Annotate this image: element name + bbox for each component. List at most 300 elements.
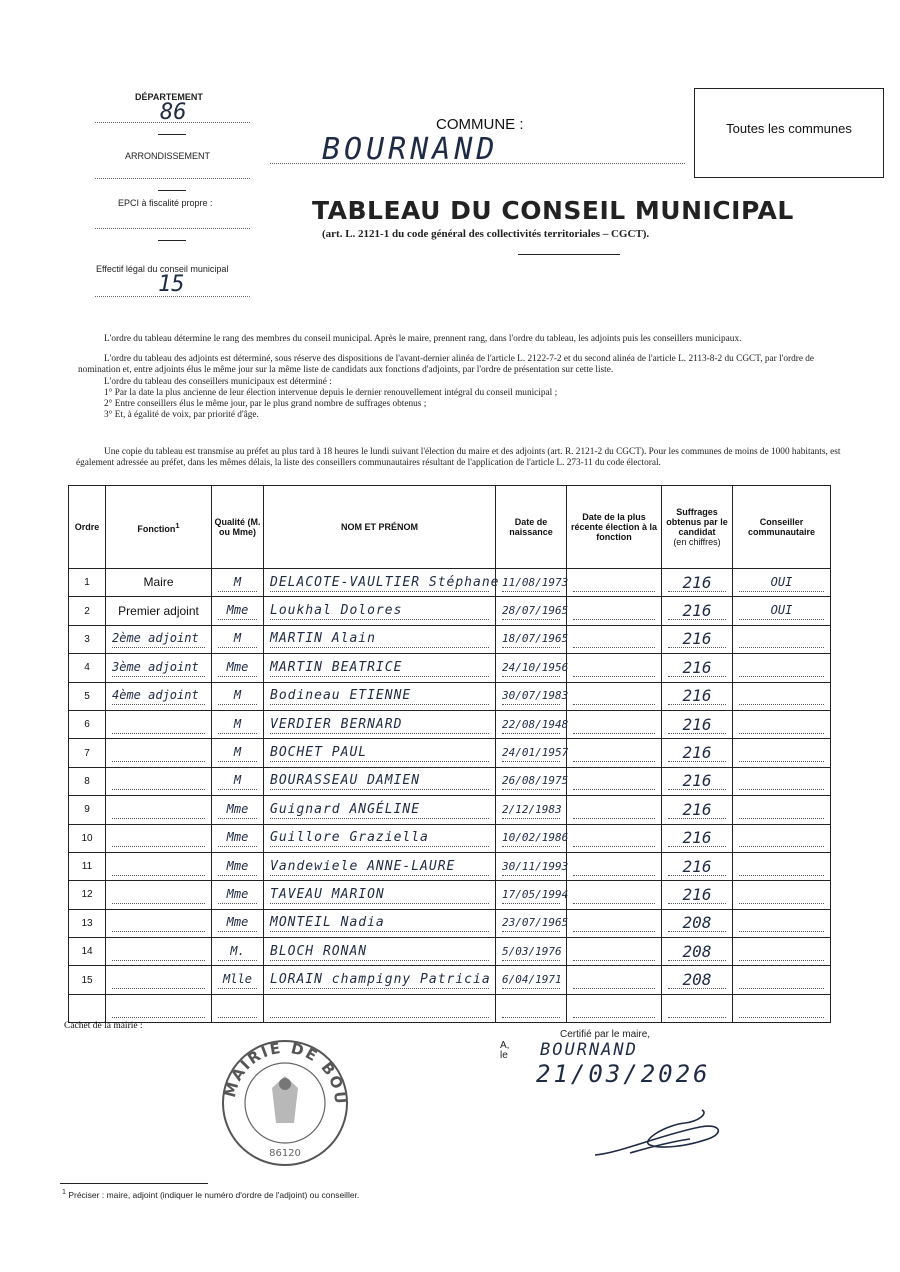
- election-value: [573, 886, 655, 904]
- naissance-value: 30/11/1993: [502, 858, 560, 876]
- cell-election: [567, 739, 662, 767]
- election-value: [573, 574, 655, 592]
- qualite-value: Mme: [218, 829, 257, 847]
- cell-qualite: [212, 909, 264, 937]
- header-naissance: Date de naissance: [496, 486, 567, 569]
- fonction-value: [112, 858, 205, 876]
- table-row: [69, 852, 831, 880]
- cell-conseiller: [733, 739, 831, 767]
- cell-election: [567, 994, 662, 1022]
- cell-nom: [264, 852, 496, 880]
- nom-value: Vandewiele ANNE-LAURE: [270, 858, 489, 876]
- table-row: [69, 796, 831, 824]
- scope-box: [694, 88, 884, 178]
- effectif-line: [95, 296, 250, 297]
- suffrages-value: 208: [668, 943, 726, 961]
- nom-value: BLOCH RONAN: [270, 943, 489, 961]
- qualite-value: M: [218, 630, 257, 648]
- cell-nom: [264, 994, 496, 1022]
- cell-naissance: [496, 654, 567, 682]
- fonction-value: [112, 772, 205, 790]
- election-value: [573, 801, 655, 819]
- nom-value: Loukhal Dolores: [270, 602, 489, 620]
- nom-value: DELACOTE-VAULTIER Stéphane: [270, 574, 500, 590]
- election-value: [573, 1000, 655, 1018]
- seal-text: MAIRIE DE BOU: [220, 1038, 350, 1107]
- table-header-row: [69, 486, 831, 569]
- cell-naissance: [496, 597, 567, 625]
- cell-conseiller: [733, 654, 831, 682]
- cell-suffrages: [662, 881, 733, 909]
- divider: [518, 254, 620, 255]
- fonction-value: [112, 943, 205, 961]
- header-qualite: Qualité (M. ou Mme): [212, 486, 264, 569]
- divider: [158, 134, 186, 135]
- table-row: [69, 739, 831, 767]
- election-value: [573, 602, 655, 620]
- cell-suffrages: [662, 739, 733, 767]
- suffrages-value: 216: [668, 886, 726, 904]
- qualite-value: Mme: [218, 914, 257, 932]
- cell-fonction: [106, 625, 212, 653]
- fonction-value: 3ème adjoint: [112, 659, 205, 677]
- cell-naissance: [496, 938, 567, 966]
- suffrages-value: 216: [668, 602, 726, 620]
- cell-election: [567, 767, 662, 795]
- qualite-value: [218, 1000, 257, 1018]
- cell-ordre: 8: [69, 767, 106, 795]
- qualite-value: M: [218, 716, 257, 734]
- cell-nom: [264, 569, 500, 597]
- cell-conseiller: [733, 569, 831, 597]
- cell-conseiller: [733, 881, 831, 909]
- paragraph-3: L'ordre du tableau des conseillers municipaux est déterminé :: [104, 377, 332, 387]
- cell-ordre: 13: [69, 909, 106, 937]
- cell-ordre: 10: [69, 824, 106, 852]
- qualite-value: Mme: [218, 886, 257, 904]
- departement-label: DÉPARTEMENT: [135, 92, 203, 102]
- cachet-label: Cachet de la mairie :: [64, 1021, 143, 1031]
- cell-election: [567, 569, 662, 597]
- naissance-value: 24/01/1957: [502, 744, 560, 762]
- cell-election: [567, 966, 662, 994]
- election-value: [573, 971, 655, 989]
- cell-fonction: [106, 966, 212, 994]
- cell-election: [567, 654, 662, 682]
- cell-conseiller: [733, 966, 831, 994]
- cell-election: [567, 597, 662, 625]
- cell-election: [567, 852, 662, 880]
- nom-value: Guignard ANGÉLINE: [270, 801, 489, 819]
- cell-conseiller: [733, 682, 831, 710]
- place-value: BOURNAND: [540, 1040, 638, 1060]
- cell-suffrages: [662, 682, 733, 710]
- conseiller-value: [739, 772, 824, 790]
- nom-value: BOCHET PAUL: [270, 744, 489, 762]
- cell-qualite: [212, 881, 264, 909]
- paragraph-6: 3° Et, à égalité de voix, par priorité d'âge.: [104, 410, 259, 420]
- election-value: [573, 630, 655, 648]
- cell-nom: [264, 682, 496, 710]
- cell-ordre: 4: [69, 654, 106, 682]
- cell-nom: [264, 824, 496, 852]
- election-value: [573, 687, 655, 705]
- conseiller-value: [739, 744, 824, 762]
- header-election: Date de la plus récente élection à la fonction: [567, 486, 662, 569]
- page-subtitle: (art. L. 2121-1 du code général des collectivités territoriales – CGCT).: [322, 228, 650, 240]
- suffrages-value: 216: [668, 829, 726, 847]
- qualite-value: M.: [218, 943, 257, 961]
- table-row: [69, 625, 831, 653]
- cell-ordre: 9: [69, 796, 106, 824]
- paragraph-2: L'ordre du tableau des adjoints est déterminé, sous réserve des dispositions de l'avant-dernier alinéa de l'article L. 2122-7-2 et du second alinéa de l'article L. 2113-8-2 du CGCT, par l'ordre de nomination et, entre adjoints élus le même jour sur la même liste de candidats aux fonctions d'adjoints, par l'ordre de présentation sur cette liste.: [78, 354, 815, 375]
- cell-suffrages: [662, 654, 733, 682]
- qualite-value: Mlle: [218, 971, 257, 989]
- cell-fonction: [106, 597, 212, 625]
- cell-suffrages: [662, 569, 733, 597]
- fonction-value: [112, 716, 205, 734]
- suffrages-value: 216: [668, 744, 726, 762]
- cell-nom: [264, 739, 496, 767]
- table-row: [69, 597, 831, 625]
- cell-naissance: [496, 569, 567, 597]
- naissance-value: 18/07/1965: [502, 630, 560, 648]
- date-value: 21/03/2026: [536, 1060, 711, 1088]
- cell-naissance: [496, 994, 567, 1022]
- cell-qualite: [212, 938, 264, 966]
- cell-qualite: [212, 824, 264, 852]
- cell-conseiller: [733, 597, 831, 625]
- arrondissement-label: ARRONDISSEMENT: [125, 151, 211, 161]
- cell-nom: [264, 597, 496, 625]
- conseiller-value: [739, 829, 824, 847]
- paragraph-5: 2° Entre conseillers élus le même jour, par le plus grand nombre de suffrages obtenus ;: [104, 399, 427, 409]
- table-row: [69, 938, 831, 966]
- cell-ordre: [69, 994, 106, 1022]
- cell-ordre: 14: [69, 938, 106, 966]
- fonction-value: [112, 801, 205, 819]
- cell-ordre: 3: [69, 625, 106, 653]
- cell-suffrages: [662, 767, 733, 795]
- cell-election: [567, 682, 662, 710]
- le-label: le: [500, 1050, 508, 1061]
- cell-ordre: 15: [69, 966, 106, 994]
- cell-ordre: 5: [69, 682, 106, 710]
- naissance-value: 23/07/1965: [502, 914, 560, 932]
- cell-suffrages: [662, 994, 733, 1022]
- cell-conseiller: [733, 824, 831, 852]
- cell-nom: [264, 966, 496, 994]
- conseiller-value: [739, 943, 824, 961]
- suffrages-value: 216: [668, 687, 726, 705]
- cell-naissance: [496, 824, 567, 852]
- nom-value: Bodineau ETIENNE: [270, 687, 489, 705]
- header-conseiller: Conseiller communautaire: [733, 486, 831, 569]
- cell-nom: [264, 796, 496, 824]
- conseiller-value: [739, 971, 824, 989]
- cell-qualite: [212, 994, 264, 1022]
- suffrages-value: 216: [668, 772, 726, 790]
- effectif-label: Effectif légal du conseil municipal: [96, 264, 229, 274]
- cell-conseiller: [733, 796, 831, 824]
- conseiller-value: [739, 1000, 824, 1018]
- cell-conseiller: [733, 767, 831, 795]
- paragraph-1: L'ordre du tableau détermine le rang des membres du conseil municipal. Après le maire, prennent rang, dans l'ordre du tableau, les adjoints puis les conseillers municipaux.: [104, 334, 742, 344]
- table-row: [69, 881, 831, 909]
- nom-value: VERDIER BERNARD: [270, 716, 489, 734]
- conseiller-value: [739, 687, 824, 705]
- commune-line: [270, 163, 685, 164]
- cell-conseiller: [733, 852, 831, 880]
- suffrages-value: 216: [668, 801, 726, 819]
- cell-nom: [264, 938, 496, 966]
- qualite-value: Mme: [218, 801, 257, 819]
- naissance-value: 24/10/1956: [502, 659, 560, 677]
- conseiller-value: OUI: [739, 574, 824, 592]
- cell-qualite: [212, 710, 264, 738]
- cell-fonction: [106, 767, 212, 795]
- header-nom: NOM ET PRÉNOM: [264, 486, 496, 569]
- cell-fonction: [106, 938, 212, 966]
- cell-qualite: [212, 625, 264, 653]
- suffrages-value: 216: [668, 716, 726, 734]
- table-row: [69, 824, 831, 852]
- conseiller-value: [739, 858, 824, 876]
- suffrages-value: 216: [668, 858, 726, 876]
- cell-nom: [264, 881, 496, 909]
- cell-fonction: [106, 739, 212, 767]
- cell-nom: [264, 767, 496, 795]
- cell-ordre: 11: [69, 852, 106, 880]
- table-row: [69, 682, 831, 710]
- cell-naissance: [496, 625, 567, 653]
- cell-naissance: [496, 767, 567, 795]
- cell-suffrages: [662, 625, 733, 653]
- election-value: [573, 858, 655, 876]
- suffrages-value: 208: [668, 914, 726, 932]
- scope-box-text: Toutes les communes: [726, 121, 852, 136]
- cell-naissance: [496, 852, 567, 880]
- certifie-label: Certifié par le maire,: [560, 1029, 651, 1040]
- nom-value: BOURASSEAU DAMIEN: [270, 772, 489, 790]
- footnote: $^1$ Préciser : maire, adjoint (indiquer le numéro d'ordre de l'adjoint) ou conseiller.: [62, 1188, 360, 1200]
- cell-naissance: [496, 796, 567, 824]
- nom-value: MONTEIL Nadia: [270, 914, 489, 932]
- cell-qualite: [212, 767, 264, 795]
- election-value: [573, 829, 655, 847]
- commune-value: BOURNAND: [322, 132, 499, 167]
- cell-suffrages: [662, 796, 733, 824]
- signature-icon: [590, 1105, 730, 1165]
- nom-value: MARTIN BEATRICE: [270, 659, 489, 677]
- table-row: [69, 909, 831, 937]
- cell-fonction: [106, 569, 212, 597]
- cell-qualite: [212, 852, 264, 880]
- cell-nom: [264, 625, 496, 653]
- election-value: [573, 772, 655, 790]
- conseiller-value: [739, 914, 824, 932]
- naissance-value: 26/08/1975: [502, 772, 560, 790]
- naissance-value: [502, 1000, 560, 1018]
- cell-election: [567, 796, 662, 824]
- fonction-value: [112, 744, 205, 762]
- fonction-value: 4ème adjoint: [112, 687, 205, 705]
- page-title: TABLEAU DU CONSEIL MUNICIPAL: [312, 196, 794, 225]
- a-label: A,: [500, 1040, 510, 1051]
- cell-fonction: [106, 824, 212, 852]
- cell-naissance: [496, 966, 567, 994]
- cell-suffrages: [662, 909, 733, 937]
- cell-fonction: [106, 654, 212, 682]
- cell-fonction: [106, 796, 212, 824]
- fonction-value: Premier adjoint: [118, 603, 199, 618]
- cell-fonction: [106, 682, 212, 710]
- cell-suffrages: [662, 710, 733, 738]
- cell-conseiller: [733, 994, 831, 1022]
- departement-line: [95, 122, 250, 123]
- cell-naissance: [496, 710, 567, 738]
- arrondissement-line: [95, 178, 250, 179]
- suffrages-value: [668, 1000, 726, 1018]
- cell-qualite: [212, 569, 264, 597]
- epci-label: EPCI à fiscalité propre :: [118, 198, 213, 208]
- seal-code: 86120: [269, 1148, 301, 1159]
- cell-ordre: 7: [69, 739, 106, 767]
- naissance-value: 6/04/1971: [502, 971, 560, 989]
- paragraph-7: Une copie du tableau est transmise au préfet au plus tard à 18 heures le lundi suivant l'élection du maire et des adjoints (art. R. 2121-2 du CGCT). Pour les communes de moins de 1000 habitants, est également adressée au préfet, dans les mêmes délais, la liste des conseillers communautaires résultant de l'application de l'article L. 273-11 du code électoral.: [76, 447, 841, 468]
- cell-ordre: 1: [69, 569, 106, 597]
- table-row: [69, 767, 831, 795]
- divider: [158, 240, 186, 241]
- election-value: [573, 914, 655, 932]
- suffrages-value: 216: [668, 574, 726, 592]
- divider: [158, 190, 186, 191]
- fonction-value: 2ème adjoint: [112, 630, 205, 648]
- paragraph-4: 1° Par la date la plus ancienne de leur élection intervenue depuis le dernier renouvellement intégral du conseil municipal ;: [104, 388, 558, 398]
- cell-ordre: 12: [69, 881, 106, 909]
- cell-election: [567, 938, 662, 966]
- cell-suffrages: [662, 966, 733, 994]
- cell-nom: [264, 710, 496, 738]
- cell-fonction: [106, 881, 212, 909]
- nom-value: TAVEAU MARION: [270, 886, 489, 904]
- cell-naissance: [496, 881, 567, 909]
- cell-conseiller: [733, 938, 831, 966]
- cell-conseiller: [733, 909, 831, 937]
- conseiller-value: [739, 886, 824, 904]
- table-row: [69, 966, 831, 994]
- seal-icon: [220, 1038, 350, 1168]
- fonction-value: Maire: [143, 575, 174, 590]
- cell-naissance: [496, 739, 567, 767]
- table-row: [69, 569, 831, 597]
- cell-suffrages: [662, 852, 733, 880]
- signature: [590, 1105, 730, 1165]
- table-row: [69, 654, 831, 682]
- conseiller-value: [739, 801, 824, 819]
- cell-naissance: [496, 909, 567, 937]
- election-value: [573, 744, 655, 762]
- mairie-seal: [220, 1038, 350, 1168]
- departement-value: 86: [160, 100, 187, 125]
- cell-qualite: [212, 597, 264, 625]
- conseiller-value: [739, 716, 824, 734]
- cell-ordre: 2: [69, 597, 106, 625]
- council-table: [68, 485, 831, 1023]
- cell-fonction: [106, 710, 212, 738]
- suffrages-value: 208: [668, 971, 726, 989]
- cell-qualite: [212, 654, 264, 682]
- suffrages-value: 216: [668, 630, 726, 648]
- qualite-value: Mme: [218, 602, 257, 620]
- nom-value: Guillore Graziella: [270, 829, 489, 847]
- election-value: [573, 943, 655, 961]
- cell-election: [567, 909, 662, 937]
- nom-value: MARTIN Alain: [270, 630, 489, 648]
- cell-fonction: [106, 994, 212, 1022]
- qualite-value: M: [218, 574, 257, 592]
- cell-nom: [264, 909, 496, 937]
- cell-election: [567, 710, 662, 738]
- naissance-value: 11/08/1973: [502, 574, 560, 592]
- cell-election: [567, 824, 662, 852]
- table-row: [69, 994, 831, 1022]
- qualite-value: Mme: [218, 659, 257, 677]
- cell-naissance: [496, 682, 567, 710]
- fonction-value: [112, 1000, 205, 1018]
- epci-line: [95, 228, 250, 229]
- conseiller-value: OUI: [739, 602, 824, 620]
- conseiller-value: [739, 630, 824, 648]
- cell-election: [567, 625, 662, 653]
- cell-qualite: [212, 796, 264, 824]
- election-value: [573, 659, 655, 677]
- naissance-value: 17/05/1994: [502, 886, 560, 904]
- header-suffrages: Suffrages obtenus par le candidat (en chiffres): [662, 486, 733, 569]
- effectif-value: 15: [158, 272, 185, 297]
- naissance-value: 30/07/1983: [502, 687, 560, 705]
- naissance-value: 28/07/1965: [502, 602, 560, 620]
- naissance-value: 5/03/1976: [502, 943, 560, 961]
- cell-fonction: [106, 852, 212, 880]
- cell-conseiller: [733, 710, 831, 738]
- cell-qualite: [212, 966, 264, 994]
- nom-value: [270, 1000, 489, 1018]
- fonction-value: [112, 886, 205, 904]
- cell-suffrages: [662, 597, 733, 625]
- header-fonction: Fonction$^1$: [106, 486, 212, 569]
- qualite-value: M: [218, 772, 257, 790]
- election-value: [573, 716, 655, 734]
- table-row: [69, 710, 831, 738]
- naissance-value: 22/08/1948: [502, 716, 560, 734]
- cell-conseiller: [733, 625, 831, 653]
- cell-fonction: [106, 909, 212, 937]
- header-ordre: Ordre: [69, 486, 106, 569]
- cell-suffrages: [662, 824, 733, 852]
- cell-suffrages: [662, 938, 733, 966]
- suffrages-value: 216: [668, 659, 726, 677]
- qualite-value: M: [218, 687, 257, 705]
- qualite-value: M: [218, 744, 257, 762]
- fonction-value: [112, 829, 205, 847]
- fonction-value: [112, 971, 205, 989]
- qualite-value: Mme: [218, 858, 257, 876]
- naissance-value: 10/02/1986: [502, 829, 560, 847]
- cell-qualite: [212, 682, 264, 710]
- cell-election: [567, 881, 662, 909]
- fonction-value: [112, 914, 205, 932]
